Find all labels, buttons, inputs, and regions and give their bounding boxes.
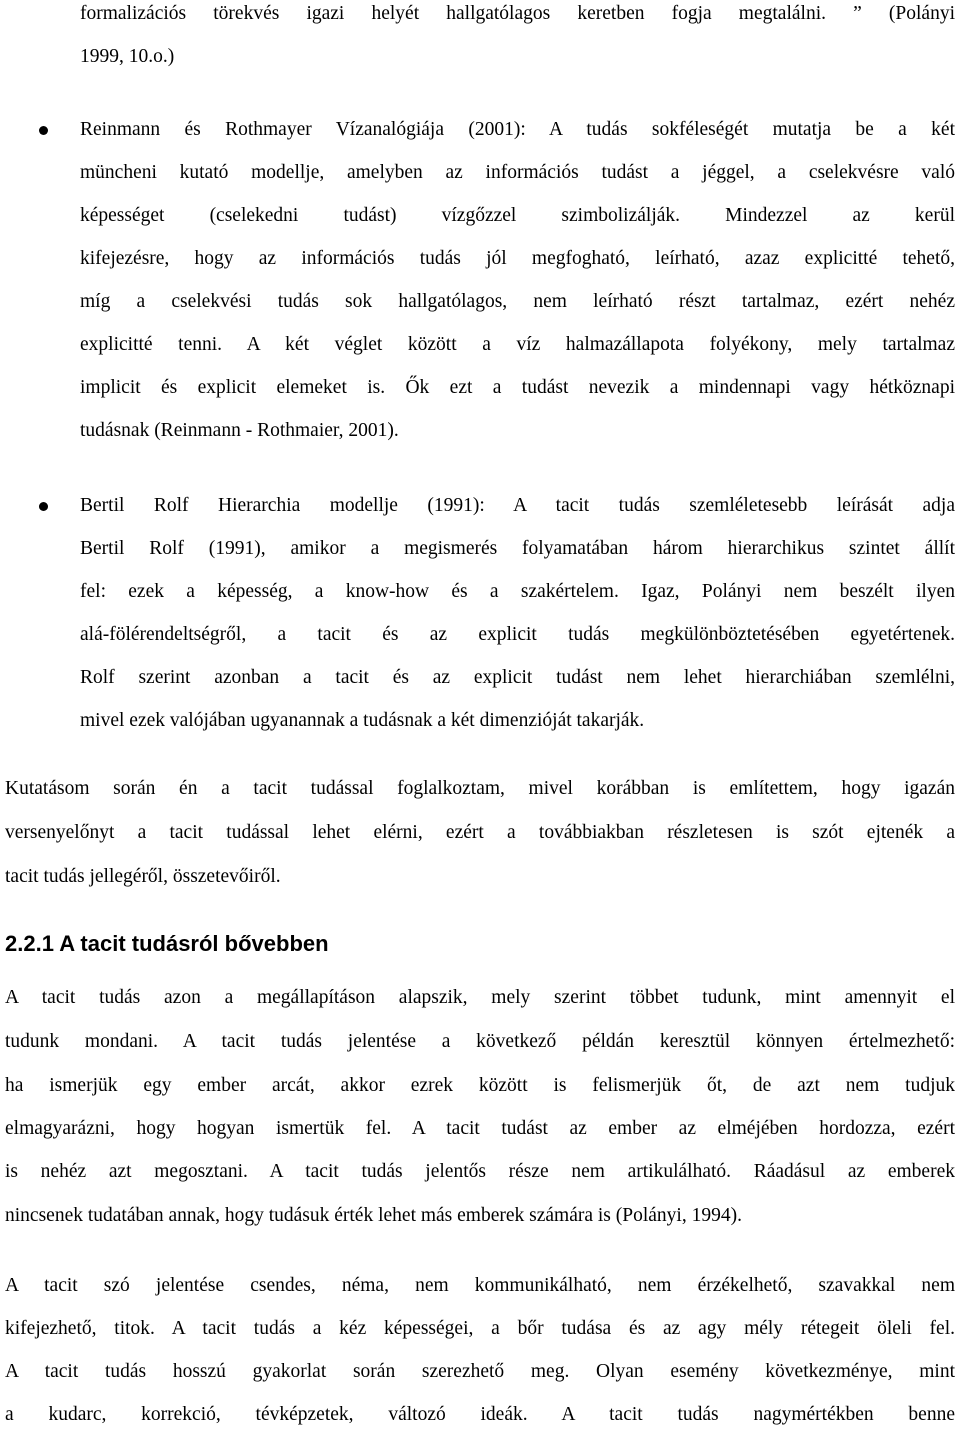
text-line: A tacit tudás azon a megállapításon alapszik, mely szerint többet tudunk, mint amennyit el — [5, 987, 955, 1008]
text-line: képességet (cselekedni tudást) vízgőzzel szimbolizálják. Mindezzel az kerül — [80, 205, 955, 226]
text-line: implicit és explicit elemeket is. Ők ezt a tudást nevezik a mindennapi vagy hétköznapi — [80, 377, 955, 398]
section-heading: 2.2.1 A tacit tudásról bővebben — [5, 931, 329, 956]
text-line: A tacit szó jelentése csendes, néma, nem kommunikálható, nem érzékelhető, szavakkal nem — [5, 1275, 955, 1296]
text-line: míg a cselekvési tudás sok hallgatólagos, nem leírható részt tartalmaz, ezért nehéz — [80, 291, 955, 312]
text-line: Rolf szerint azonban a tacit és az explicit tudást nem lehet hierarchiában szemlélni, — [80, 667, 955, 688]
text-line: is nehéz azt megosztani. A tacit tudás jelentős része nem artikulálható. Ráadásul az emberek — [5, 1161, 955, 1182]
text-line: mivel ezek valójában ugyanannak a tudásnak a két dimenzióját takarják. — [80, 710, 645, 731]
text-line: nincsenek tudatában annak, hogy tudásuk érték lehet más emberek számára is (Polányi, 1994). — [5, 1205, 742, 1226]
bullet-icon — [39, 502, 48, 511]
text-line: ha ismerjük egy ember arcát, akkor ezrek között is felismerjük őt, de azt nem tudjuk — [5, 1075, 955, 1096]
text-line: formalizációs törekvés igazi helyét hallgatólagos keretben fogja megtalálni. ” (Polányi — [80, 3, 955, 24]
text-line: tudunk mondani. A tacit tudás jelentése a következő példán keresztül könnyen értelmezhető: — [5, 1031, 955, 1052]
text-line: a kudarc, korrekció, tévképzetek, változó ideák. A tacit tudás nagymértékben benne — [5, 1404, 955, 1425]
text-line: tacit tudás jellegéről, összetevőiről. — [5, 866, 281, 887]
text-line: kifejezésre, hogy az információs tudás jól megfogható, leírható, azaz explicitté tehető, — [80, 248, 955, 269]
text-line: Bertil Rolf Hierarchia modellje (1991): A tacit tudás szemléletesebb leírását adja — [80, 495, 955, 516]
text-line: elmagyarázni, hogy hogyan ismertük fel. A tacit tudást az ember az elméjében hordozza, ezért — [5, 1118, 955, 1139]
text-line: tudásnak (Reinmann - Rothmaier, 2001). — [80, 420, 399, 441]
text-line: A tacit tudás hosszú gyakorlat során szerezhető meg. Olyan esemény következménye, mint — [5, 1361, 955, 1382]
text-line: versenyelőnyt a tacit tudással lehet elérni, ezért a továbbiakban részletesen is szót ejtenék a — [5, 822, 955, 843]
text-line: Kutatásom során én a tacit tudással foglalkoztam, mivel korábban is említettem, hogy igazán — [5, 778, 955, 799]
text-line: alá-fölérendeltségről, a tacit és az explicit tudás megkülönböztetésében egyetértenek. — [80, 624, 955, 645]
text-line: 1999, 10.o.) — [80, 46, 175, 67]
bullet-icon — [39, 126, 48, 135]
text-line: Reinmann és Rothmayer Vízanalógiája (2001): A tudás sokféleségét mutatja be a két — [80, 119, 955, 140]
text-line: müncheni kutató modellje, amelyben az információs tudást a jéggel, a cselekvésre való — [80, 162, 955, 183]
text-line: explicitté tenni. A két véglet között a víz halmazállapota folyékony, mely tartalmaz — [80, 334, 955, 355]
text-line: Bertil Rolf (1991), amikor a megismerés folyamatában három hierarchikus szintet állít — [80, 538, 955, 559]
text-line: fel: ezek a képesség, a know-how és a szakértelem. Igaz, Polányi nem beszélt ilyen — [80, 581, 955, 602]
text-line: kifejezhető, titok. A tacit tudás a kéz képességei, a bőr tudása és az agy mély rétegeit öleli fel. — [5, 1318, 955, 1339]
